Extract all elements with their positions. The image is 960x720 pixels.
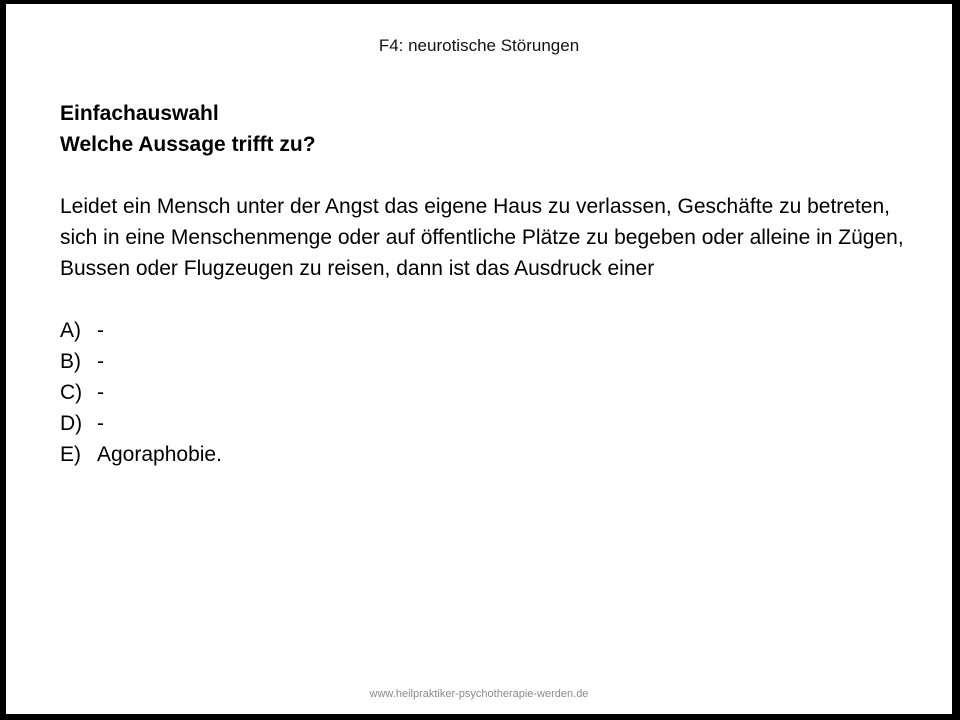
- slide-header-title: F4: neurotische Störungen: [378, 36, 580, 55]
- slide: [6, 4, 952, 714]
- answer-option-c: [60, 377, 930, 408]
- option-letter: C): [60, 381, 83, 404]
- option-letter: D): [60, 412, 83, 435]
- answer-option-a: [60, 315, 930, 346]
- question-type-heading: Einfachauswahl: [60, 102, 219, 125]
- option-letter: E): [60, 443, 81, 466]
- slide-content: [60, 98, 930, 470]
- footer-website-url: www.heilpraktiker-psychotherapie-werden.de: [369, 688, 589, 700]
- option-text: Agoraphobie.: [97, 443, 222, 466]
- option-text: -: [97, 412, 104, 435]
- option-text: -: [97, 350, 104, 373]
- option-letter: A): [60, 319, 81, 342]
- answer-option-e: [60, 439, 930, 470]
- option-text: -: [97, 381, 104, 404]
- spacer: [60, 160, 930, 191]
- option-letter: B): [60, 350, 81, 373]
- answer-option-b: [60, 346, 930, 377]
- question-text: Leidet ein Mensch unter der Angst das eigene Haus zu verlassen, Geschäfte zu betreten, sich in eine Menschenmenge oder auf öffentliche Plätze zu begeben oder alleine in Zügen, Bussen oder Flugzeugen zu reisen, dann ist das Ausdruck einer: [60, 195, 904, 280]
- answer-option-d: [60, 408, 930, 439]
- question-prompt-heading: Welche Aussage trifft zu?: [60, 133, 316, 156]
- answer-options-list: [60, 315, 930, 470]
- spacer: [60, 284, 930, 315]
- option-text: -: [97, 319, 104, 342]
